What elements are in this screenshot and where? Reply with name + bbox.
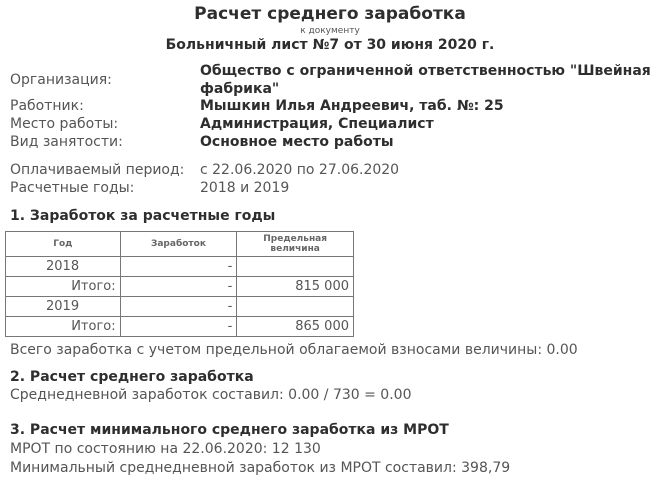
year-cell: 2019	[6, 297, 121, 317]
section-2-title: 2. Расчет среднего заработка	[10, 369, 254, 385]
workplace-label: Место работы:	[10, 116, 119, 132]
total-limit-cell: 815 000	[237, 277, 354, 297]
employment-type-value: Основное место работы	[200, 134, 394, 150]
paid-period-label: Оплачиваемый период:	[10, 162, 185, 178]
total-earning-cell: -	[120, 277, 237, 297]
earning-cell: -	[120, 257, 237, 277]
calc-years-label: Расчетные годы:	[10, 180, 135, 196]
employment-type-label: Вид занятости:	[10, 134, 123, 150]
column-earning: Заработок	[120, 232, 237, 257]
limit-cell	[237, 257, 354, 277]
table-total-row	[6, 277, 354, 297]
calc-years-value: 2018 и 2019	[200, 180, 290, 196]
column-limit: Предельная величина	[237, 232, 354, 257]
employee-value: Мышкин Илья Андреевич, таб. №: 25	[200, 98, 504, 114]
limit-cell	[237, 297, 354, 317]
column-year: Год	[6, 232, 121, 257]
workplace-value: Администрация, Специалист	[200, 116, 434, 132]
mrot-value: МРОТ по состоянию на 22.06.2020: 12 130	[10, 441, 321, 457]
earnings-table	[5, 231, 354, 337]
section-1-title: 1. Заработок за расчетные годы	[10, 208, 276, 224]
page-subtitle: к документу	[300, 26, 360, 36]
earnings-summary: Всего заработка с учетом предельной облагаемой взносами величины: 0.00	[10, 342, 578, 358]
organization-value-continued: фабрика"	[200, 81, 280, 97]
earning-cell: -	[120, 297, 237, 317]
table-row	[6, 257, 354, 277]
organization-label: Организация:	[10, 72, 112, 88]
year-cell: 2018	[6, 257, 121, 277]
paid-period-value: с 22.06.2020 по 27.06.2020	[200, 162, 400, 178]
page-title: Расчет среднего заработка	[194, 4, 466, 24]
minimum-daily-earning: Минимальный среднедневной заработок из МРОТ составил: 398,79	[10, 460, 511, 476]
total-limit-cell: 865 000	[237, 317, 354, 337]
employee-label: Работник:	[10, 98, 84, 114]
organization-value: Общество с ограниченной ответственностью "Швейная	[200, 63, 651, 79]
table-total-row	[6, 317, 354, 337]
table-header-row	[6, 232, 354, 257]
total-label-cell: Итого:	[6, 317, 121, 337]
average-daily-earning: Среднедневной заработок составил: 0.00 / 730 = 0.00	[10, 387, 412, 403]
total-label-cell: Итого:	[6, 277, 121, 297]
document-reference: Больничный лист №7 от 30 июня 2020 г.	[165, 37, 495, 53]
section-3-title: 3. Расчет минимального среднего заработка из МРОТ	[10, 422, 449, 438]
table-row	[6, 297, 354, 317]
total-earning-cell: -	[120, 317, 237, 337]
